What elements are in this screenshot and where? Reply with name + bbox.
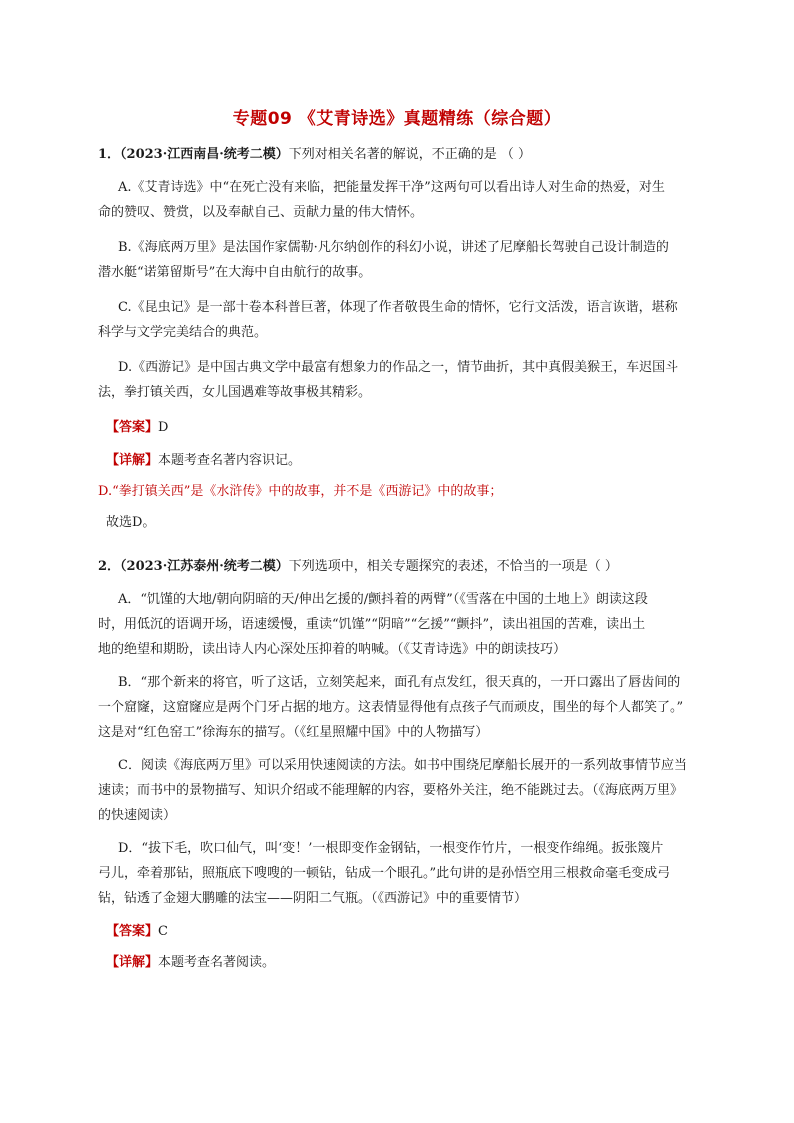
question-text: 下列对相关名著的解说，不正确的是 （ ） (288, 147, 532, 162)
option-line: D.《西游记》是中国古典文学中最富有想象力的作品之一，情节曲折，其中真假美猴王，车迟国斗 (118, 360, 679, 375)
question-source: （2023·江苏泰州·统考二模） (120, 559, 289, 574)
detail-label: 【详解】 (106, 453, 159, 468)
detail-text: 本题考查名著阅读。 (158, 955, 276, 970)
option-line: C.《昆虫记》是一部十卷本科普巨著，体现了作者敬畏生命的情怀，它行文活泼，语言诙谐，堪称 (118, 300, 678, 315)
option-c (98, 295, 698, 345)
option-line: 命的赞叹、赞赏，以及奉献自己、贡献力量的伟大情怀。 (98, 205, 424, 220)
answer-line (98, 415, 698, 440)
question-source: （2023·江西南昌·统考二模） (120, 147, 289, 162)
option-line: 一个窟窿，这窟窿应是两个门牙占据的地方。这表情显得他有点孩子气而顽皮，围坐的每个人都笑了。” (98, 700, 684, 715)
question-text: 下列选项中，相关专题探究的表述，不恰当的一项是（ ） (288, 559, 618, 574)
option-line: 钻，钻透了金翅大鹏雕的法宝——阴阳二气瓶。（《西游记》中的重要情节） (98, 891, 528, 906)
answer-line (98, 919, 698, 944)
option-line: D．“拔下毛，吹口仙气，叫‘变！’一根即变作金钢钻，一根变作竹片，一根变作绵绳。扳张篾片 (118, 841, 664, 856)
option-a (98, 175, 698, 225)
page-title: 专题09 《艾青诗选》真题精练（综合题） (232, 109, 562, 129)
option-line: 这是对“红色窑工”徐海东的描写。（《红星照耀中国》中的人物描写） (98, 725, 489, 740)
option-line: A.《艾青诗选》中“在死亡没有来临，把能量发挥干净”这两句可以看出诗人对生命的热爱，对生 (118, 180, 665, 195)
question-number: 1． (98, 147, 121, 162)
detail-line (98, 950, 698, 975)
answer-label: 【答案】 (106, 420, 159, 435)
option-b (98, 670, 698, 745)
answer-label: 【答案】 (106, 924, 159, 939)
option-line: C．阅读《海底两万里》可以采用快速阅读的方法。如书中围绕尼摩船长展开的一系列故事情节应当 (118, 758, 687, 773)
option-line: 法，拳打镇关西，女儿国遇难等故事极其精彩。 (98, 385, 372, 400)
answer-value: D (158, 420, 169, 435)
option-line: A．“饥馑的大地/朝向阴暗的天/伸出乞援的/颤抖着的两臂”（《雪落在中国的土地上》朗读这段 (118, 592, 648, 607)
question-1 (98, 142, 698, 535)
conclusion-line: 故选D。 (106, 515, 156, 530)
question-number: 2． (98, 559, 121, 574)
detail-text: 本题考查名著内容识记。 (158, 453, 302, 468)
question-2-stem (98, 554, 698, 579)
option-line: 潜水艇“诺第留斯号”在大海中自由航行的故事。 (98, 265, 372, 280)
option-a (98, 587, 698, 662)
question-2 (98, 554, 698, 975)
option-line: B．“那个新来的将官，听了这话，立刻笑起来，面孔有点发红，很天真的，一开口露出了唇齿间的 (118, 675, 681, 690)
option-line: B.《海底两万里》是法国作家儒勒·凡尔纳创作的科幻小说，讲述了尼摩船长驾驶自己设计制造的 (118, 240, 669, 255)
option-line: 科学与文学完美结合的典范。 (98, 325, 268, 340)
option-line: 地的绝望和期盼，读出诗人内心深处压抑着的呐喊。（《艾青诗选》中的朗读技巧） (98, 642, 567, 657)
answer-value: C (158, 924, 168, 939)
option-c (98, 753, 698, 828)
option-b (98, 235, 698, 285)
option-d (98, 355, 698, 405)
detail-label: 【详解】 (106, 955, 159, 970)
question-1-stem (98, 142, 698, 167)
option-line: 弓儿，牵着那钻，照瓶底下嗖嗖的一顿钻，钻成一个眼孔。”此句讲的是孙悟空用三根救命毫毛变成弓 (98, 866, 671, 881)
option-line: 速读；而书中的景物描写、知识介绍或不能理解的内容，要格外关注，绝不能跳过去。（《海底两万里》 (98, 783, 684, 798)
explanation-line: D.“拳打镇关西”是《水浒传》中的故事，并不是《西游记》中的故事； (98, 484, 503, 499)
option-line: 的快速阅读） (98, 808, 177, 823)
option-d (98, 836, 698, 911)
detail-line (98, 448, 698, 473)
option-line: 时，用低沉的语调开场，语速缓慢，重读“饥馑”“阴暗”“乞援”“颤抖”，读出祖国的苦难，读出土 (98, 617, 646, 632)
